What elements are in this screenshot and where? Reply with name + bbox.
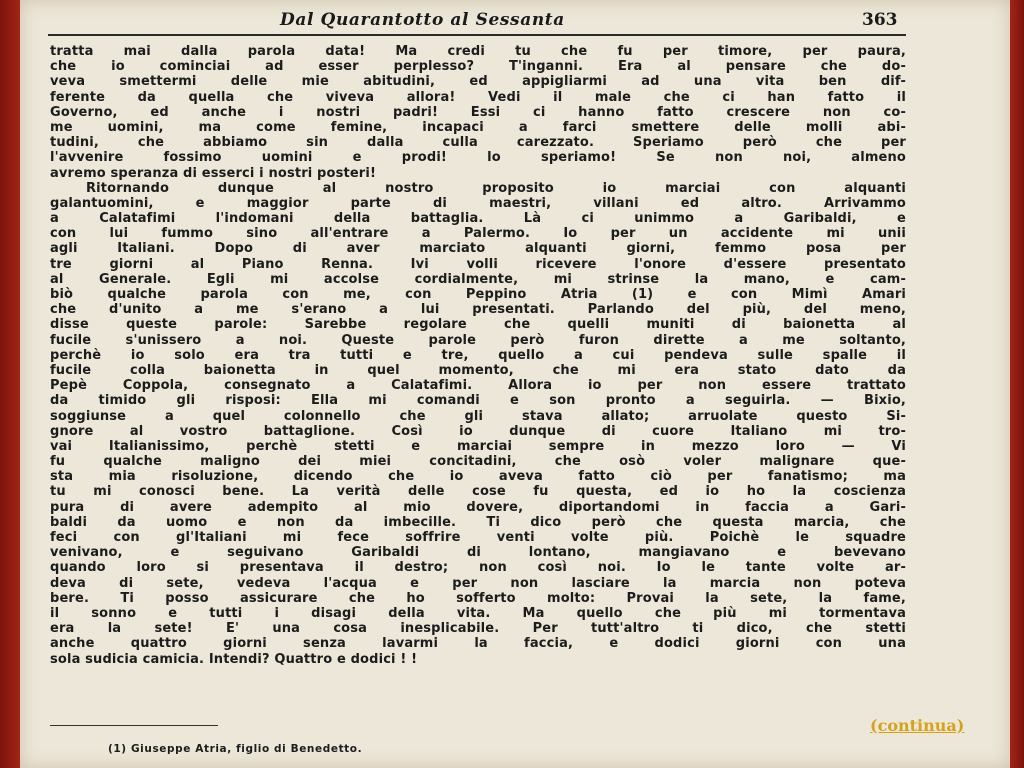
body-text xyxy=(50,44,906,667)
text-line: avremo speranza di esserci i nostri posteri! xyxy=(50,165,377,181)
text-line: tratta mai dalla parola data! Ma credi tu che fu per timore, per paura, xyxy=(50,44,906,59)
footnote: (1) Giuseppe Atria, figlio di Benedetto. xyxy=(108,743,363,755)
running-title: Dal Quarantotto al Sessanta xyxy=(280,10,565,30)
text-line: biò qualche parola con me, con Peppino Atria (1) e con Mimì Amari xyxy=(50,287,906,302)
text-line: feci con gl'Italiani mi fece soffrire venti volte più. Poichè le squadre xyxy=(50,530,906,545)
text-line: disse queste parole: Sarebbe regolare che quelli muniti di baionetta al xyxy=(50,317,906,333)
text-line: da timido gli risposi: Ella mi comandi e son pronto a seguirla. — Bixio, xyxy=(50,393,906,409)
footnote-rule xyxy=(50,725,218,726)
continua-link[interactable]: (continua) xyxy=(870,716,965,735)
text-line: fucile s'unissero a noi. Queste parole però furon dirette a me soltanto, xyxy=(50,332,906,348)
text-line: gnore al vostro battaglione. Così io dunque di cuore Italiano mi tro- xyxy=(50,423,906,439)
text-line: perchè io solo era tra tutti e tre, quello a cui pendeva sulle spalle il xyxy=(50,347,906,363)
text-line: sola sudicia camicia. Intendi? Quattro e dodici ! ! xyxy=(50,651,418,667)
text-line: venivano, e seguivano Garibaldi di lontano, mangiavano e bevevano xyxy=(50,545,906,561)
header-rule xyxy=(48,34,906,36)
text-line: l'avvenire fossimo uomini e prodi! lo speriamo! Se non noi, almeno xyxy=(50,150,906,166)
text-line: il sonno e tutti i disagi della vita. Ma quello che più mi tormentava xyxy=(50,605,906,621)
text-line: fu qualche maligno dei miei concitadini, che osò voler malignare que- xyxy=(50,454,906,470)
text-line: quando loro si presentava il destro; non così noi. Io le tante volte ar- xyxy=(50,560,906,576)
text-line: al Generale. Egli mi accolse cordialmente, mi strinse la mano, e cam- xyxy=(50,271,906,287)
right-border xyxy=(1010,0,1024,768)
text-line: anche quattro giorni senza lavarmi la faccia, e dodici giorni con una xyxy=(50,636,906,652)
text-line: soggiunse a quel colonnello che gli stava allato; arruolate questo Si- xyxy=(50,408,906,424)
book-page xyxy=(20,0,1010,768)
text-line: deva di sete, vedeva l'acqua e per non lasciare la marcia non poteva xyxy=(50,575,906,591)
text-line: sta mia risoluzione, dicendo che io aveva fatto ciò per fanatismo; ma xyxy=(50,469,906,485)
text-line: tu mi conosci bene. La verità delle cose fu questa, ed io ho la coscienza xyxy=(50,484,906,500)
text-line: tudini, che abbiamo sin dalla culla carezzato. Speriamo però che per xyxy=(50,135,906,151)
text-line: che d'unito a me s'erano a lui presentati. Parlando del più, del meno, xyxy=(50,302,906,318)
text-line: veva smettermi delle mie abitudini, ed appigliarmi ad una vita ben dif- xyxy=(50,74,906,90)
text-line: fucile colla baionetta in quel momento, che mi era stato dato da xyxy=(50,362,906,378)
text-line: a Calatafimi l'indomani della battaglia. Là ci unimmo a Garibaldi, e xyxy=(50,211,906,227)
text-line: Pepè Coppola, consegnato a Calatafimi. Allora io per non essere trattato xyxy=(50,378,906,394)
page-number: 363 xyxy=(862,10,898,30)
text-line: Governo, ed anche i nostri padri! Essi ci hanno fatto crescere non co- xyxy=(50,104,906,120)
text-line: pura di avere adempito al mio dovere, diportandomi in faccia a Gari- xyxy=(50,499,906,515)
text-line: ferente da quella che viveva allora! Vedi il male che ci han fatto il xyxy=(50,89,906,105)
text-line: galantuomini, e maggior parte di maestri, villani ed altro. Arrivammo xyxy=(50,195,906,211)
text-line: vai Italianissimo, perchè stetti e marciai sempre in mezzo loro — Vi xyxy=(50,438,906,454)
text-line: bere. Ti posso assicurare che ho sofferto molto: Provai la sete, la fame, xyxy=(50,590,906,606)
left-border xyxy=(0,0,20,768)
text-line: agli Italiani. Dopo di aver marciato alquanti giorni, femmo posa per xyxy=(50,241,906,257)
page-header xyxy=(20,8,1010,36)
text-line: Ritornando dunque al nostro proposito io marciai con alquanti xyxy=(86,180,906,196)
text-line: che io cominciai ad esser perplesso? T'inganni. Era al pensare che do- xyxy=(50,59,906,75)
text-line: era la sete! E' una cosa inesplicabile. Per tutt'altro ti dico, che stetti xyxy=(50,621,906,637)
text-line: me uomini, ma come femine, incapaci a farci smettere delle molli abi- xyxy=(50,119,906,135)
text-line: con lui fummo sino all'entrare a Palermo. Io per un accidente mi unii xyxy=(50,226,906,242)
text-line: tre giorni al Piano Renna. Ivi volli ricevere l'onore d'essere presentato xyxy=(50,256,906,272)
text-line: baldi da uomo e non da imbecille. Ti dico però che questa marcia, che xyxy=(50,514,906,530)
